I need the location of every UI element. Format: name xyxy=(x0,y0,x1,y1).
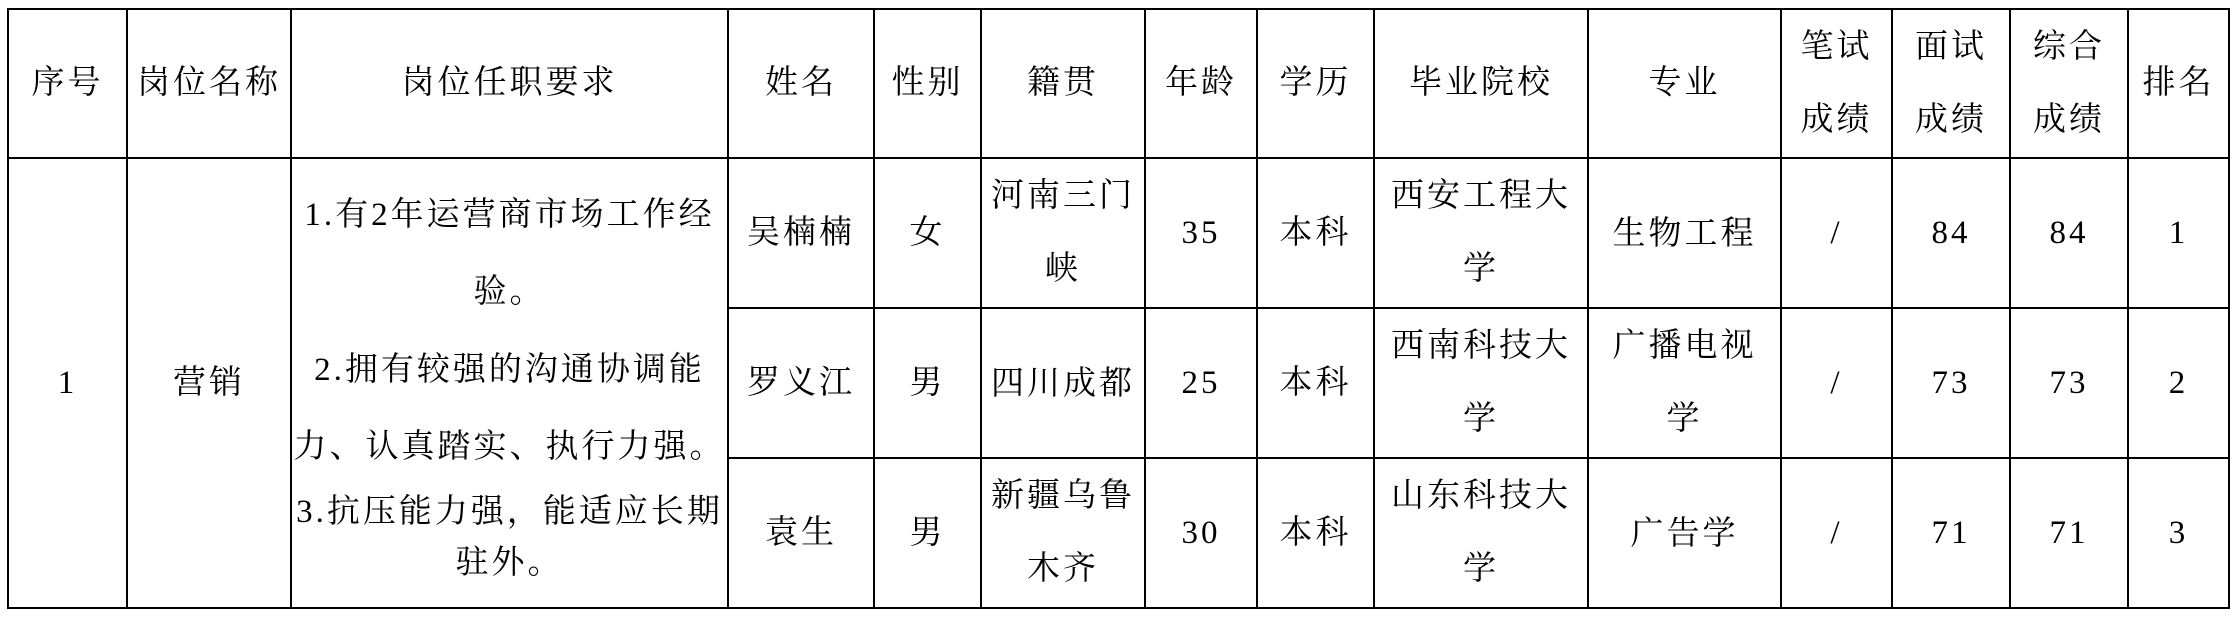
cell-interview-score: 73 xyxy=(1892,308,2010,458)
table-header-row xyxy=(8,9,2229,158)
cell-major xyxy=(1588,308,1781,458)
cell-name: 吴楠楠 xyxy=(728,158,874,308)
table-row xyxy=(8,158,2229,308)
cell-gender: 男 xyxy=(874,308,981,458)
cell-name: 罗义江 xyxy=(728,308,874,458)
col-header-hometown xyxy=(981,9,1145,158)
cell-major xyxy=(1588,458,1781,608)
col-header-written-score-label: 笔试成绩 xyxy=(1800,28,1873,138)
cell-overall-score: 73 xyxy=(2010,308,2128,458)
cell-gender: 女 xyxy=(874,158,981,308)
cell-group-index: 1 xyxy=(8,158,127,608)
col-header-overall-score xyxy=(2010,9,2128,158)
cell-age: 25 xyxy=(1145,308,1257,458)
cell-rank: 1 xyxy=(2128,158,2229,308)
cell-school: 西南科技大学 xyxy=(1374,308,1588,458)
cell-overall-score: 84 xyxy=(2010,158,2128,308)
requirement-item: 3.抗压能力强，能适应长期驻外。 xyxy=(296,493,723,582)
col-header-hometown-label: 籍贯 xyxy=(1027,65,1099,102)
col-header-position-label: 岗位名称 xyxy=(137,65,281,102)
cell-hometown-text: 河南三门峡 xyxy=(991,178,1135,287)
cell-group-position: 营销 xyxy=(127,158,291,608)
cell-school: 山东科技大学 xyxy=(1374,458,1588,608)
col-header-gender-label: 性别 xyxy=(891,65,964,102)
col-header-education xyxy=(1257,9,1374,158)
col-header-index-label: 序号 xyxy=(31,65,104,102)
cell-hometown xyxy=(981,308,1145,458)
cell-education: 本科 xyxy=(1257,308,1374,458)
col-header-requirements-label: 岗位任职要求 xyxy=(401,65,618,102)
cell-interview-score: 71 xyxy=(1892,458,2010,608)
cell-age: 30 xyxy=(1145,458,1257,608)
col-header-position xyxy=(127,9,291,158)
cell-age: 35 xyxy=(1145,158,1257,308)
candidate-results-table xyxy=(7,8,2230,609)
col-header-major-label: 专业 xyxy=(1648,65,1721,102)
cell-rank: 3 xyxy=(2128,458,2229,608)
cell-hometown-text: 新疆乌鲁木齐 xyxy=(991,478,1135,587)
cell-hometown-text: 四川成都 xyxy=(991,365,1135,402)
col-header-index xyxy=(8,9,127,158)
cell-major-text: 生物工程 xyxy=(1612,215,1757,252)
cell-interview-score: 84 xyxy=(1892,158,2010,308)
cell-name: 袁生 xyxy=(728,458,874,608)
col-header-rank-label: 排名 xyxy=(2142,65,2215,102)
col-header-name-label: 姓名 xyxy=(765,65,837,102)
col-header-gender xyxy=(874,9,981,158)
col-header-requirements xyxy=(291,9,728,158)
cell-group-requirements xyxy=(291,158,728,608)
cell-overall-score: 71 xyxy=(2010,458,2128,608)
cell-gender: 男 xyxy=(874,458,981,608)
cell-education: 本科 xyxy=(1257,158,1374,308)
col-header-interview-score xyxy=(1892,9,2010,158)
requirement-item: 2.拥有较强的沟通协调能力、认真踏实、执行力强。 xyxy=(293,351,726,466)
requirement-item: 1.有2年运营商市场工作经验。 xyxy=(304,196,715,311)
cell-education: 本科 xyxy=(1257,458,1374,608)
col-header-age xyxy=(1145,9,1257,158)
col-header-major xyxy=(1588,9,1781,158)
cell-hometown xyxy=(981,458,1145,608)
cell-school: 西安工程大学 xyxy=(1374,158,1588,308)
cell-major-text: 广告学 xyxy=(1630,515,1739,552)
col-header-school xyxy=(1374,9,1588,158)
col-header-school-label: 毕业院校 xyxy=(1409,65,1553,102)
col-header-overall-score-label: 综合成绩 xyxy=(2033,28,2105,138)
cell-written-score: / xyxy=(1781,458,1892,608)
col-header-education-label: 学历 xyxy=(1279,65,1352,102)
col-header-rank xyxy=(2128,9,2229,158)
cell-rank: 2 xyxy=(2128,308,2229,458)
cell-major-text: 广播电视学 xyxy=(1612,328,1757,437)
col-header-interview-score-label: 面试成绩 xyxy=(1915,28,1987,138)
cell-hometown xyxy=(981,158,1145,308)
col-header-name xyxy=(728,9,874,158)
col-header-written-score xyxy=(1781,9,1892,158)
cell-written-score: / xyxy=(1781,158,1892,308)
cell-written-score: / xyxy=(1781,308,1892,458)
col-header-age-label: 年龄 xyxy=(1165,65,1237,102)
cell-major xyxy=(1588,158,1781,308)
